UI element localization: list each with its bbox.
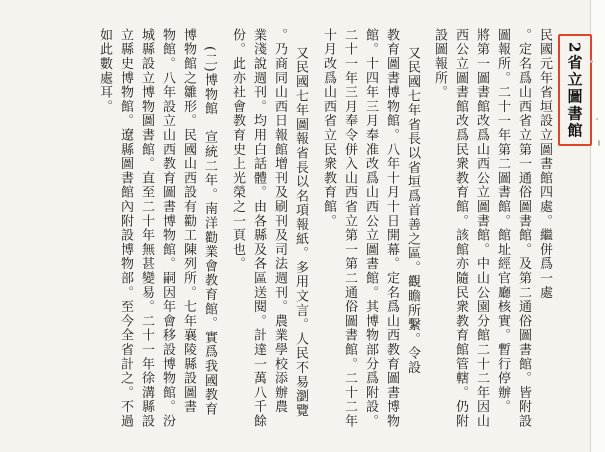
text-column: 。定名爲山西省立第一通俗圖書館。及第二通俗圖書館。皆附設 — [516, 28, 531, 429]
text-column: 設圖報所。 — [432, 28, 447, 100]
text-column: 立縣史博物館。遼縣圖書館內附設博物部。至今全省計之。不過 — [118, 28, 133, 429]
text-column: 業淺說週刊。均用白話體。由各縣及各區送閱。計達一萬八千餘 — [251, 28, 266, 429]
text-column: 物館。八年設立山西教育圖書博物館。嗣因年會移設博物館。汾 — [160, 28, 175, 429]
text-column: 教育圖書博物館。八年十月十日開幕。定名爲山西教育圖書博物 — [384, 28, 399, 429]
text-column: 博物館之雛形。民國山西設有勸工陳列所。七年襄陵縣設圖書 — [181, 28, 196, 415]
text-column: 圖報所。二十一年第二圖書館。館址經官廳核實。暫行停辦。 — [495, 28, 510, 415]
text-column: 如此數處耳。 — [97, 28, 112, 114]
text-column: 份。此亦社會教育史上光榮之一頁也。 — [230, 28, 245, 272]
text-column: 二十一年三月奉令併入山西省立第一第二通俗圖書館。二十二年 — [342, 28, 357, 429]
text-column: 十月改爲山西省立民衆教育館。 — [321, 28, 336, 229]
text-column: 西公立圖書館改爲民衆教育館。該館亦隨民衆教育館管轄。仍附 — [453, 28, 468, 429]
text-column: 又民國七年圖報省長以名項報紙。多用文言。人民不易瀏覽 — [293, 46, 308, 418]
text-column: 又民國七年省長以省垣爲首善之區。觀瞻所繫。令設 — [405, 46, 420, 375]
scan-speck — [590, 60, 593, 63]
text-column: 城縣設立博物圖書館。直至二十年無甚變易。二十一年徐溝縣設 — [139, 28, 154, 429]
text-column: 。乃商同山西日報館增刊及刷刊及司法週刊。農業學校添辦農 — [272, 28, 287, 415]
page-edge — [590, 0, 605, 452]
text-column: 將第一圖書館改爲山西公立圖書館。中山公園分館二十二年因山 — [474, 28, 489, 429]
text-column: 館。十四年三月奉准改爲山西公立圖書館。其博物部分爲附設。 — [363, 28, 378, 429]
section-title: 2省立圖書館 — [565, 42, 584, 140]
scan-speck — [598, 140, 600, 146]
section-heading-box — [558, 34, 592, 146]
scan-speck — [596, 118, 598, 120]
text-column: 民國元年省垣設立圖書館四處。繼併爲一處 — [537, 28, 552, 300]
text-column: (二)博物館 宣統二年。南洋勸業會教育館。實爲我國教育 — [202, 46, 217, 417]
